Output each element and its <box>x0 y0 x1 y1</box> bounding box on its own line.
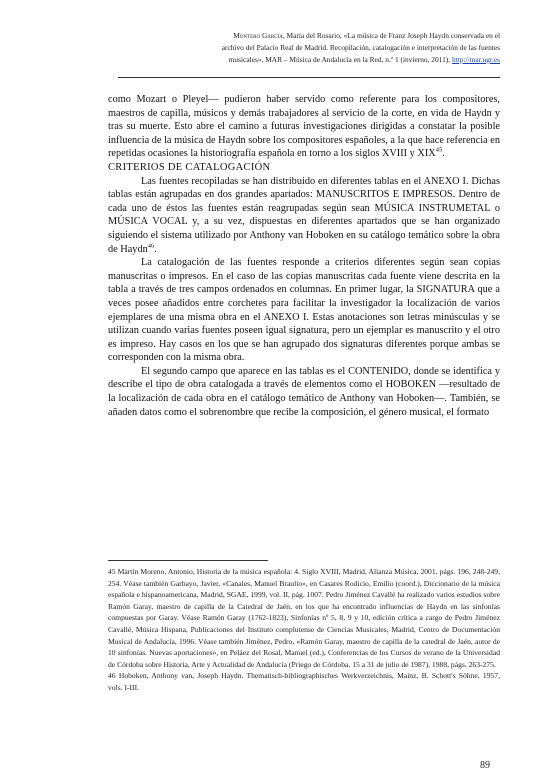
footnote-ref-46[interactable]: 46 <box>147 242 155 250</box>
header-author: Montero García <box>233 31 283 40</box>
journal-link[interactable]: http://mar.ugr.es <box>451 55 500 64</box>
footnote-ref-45[interactable]: 45 <box>435 146 443 154</box>
header-line-1 <box>105 30 500 42</box>
main-text <box>108 93 500 419</box>
header-rule <box>118 77 500 78</box>
header-line-2: archivo del Palacio Real de Madrid. Recopilación, catalogación e interpretación de las fuentes <box>221 43 500 52</box>
footnotes <box>108 566 500 694</box>
paragraph-1: como Mozart o Pleyel— pudieron haber servido como referente para los compositores, maestros de capilla, músicos y demás trabajadores al servicio de la corte, en vida de Haydn y tras su muerte. Esto abre el camino a futuras investigaciones dirigidas a constatar la posible influencia de la música de Haydn sobre los compositores españoles, a la que hace referencia en repetidas ocasiones la historiografía española en torno a los siglos XVIII y XIX$^{45}$. <box>108 94 500 160</box>
footnote-rule <box>108 560 268 561</box>
section-title: CRITERIOS DE CATALOGACIÓN <box>108 161 271 173</box>
header-line-1-text: , María del Rosario, «La música de Franz Joseph Haydn conservada en el <box>282 31 500 40</box>
footnote-46: 46 Hoboken, Anthony van, Joseph Haydn. Thematisch-bibliographisches Werkverzeichnis, Mainz, B. Schott's Söhne, 1957, vols. I-III. <box>108 671 500 692</box>
header-line-3 <box>105 54 500 66</box>
running-header <box>105 30 500 66</box>
paragraph-1-text: como Mozart o Pleyel— pudieron haber servido como referente para los compositores, maestros de capilla, músicos y demás trabajadores al servicio de la corte, en vida de Haydn y tras su muerte. Esto abre el camino a futuras investigaciones dirigidas a constatar la posible influencia de la música de Haydn sobre los compositores españoles, a la que hace referencia en repetidas ocasiones la historiografía española en torno a los siglos XVIII y XIX <box>108 94 500 160</box>
paragraph-4: El segundo campo que aparece en las tablas es el CONTENIDO, donde se identifica y describe el tipo de obra catalogada a través de elementos como el HOBOKEN —resultado de la localización de cada obra en el catálogo temático de Anthony van Hoboken—. También, se añaden datos como el sobrenombre que recibe la composición, el género musical, el formato <box>108 365 500 418</box>
header-line-3-text: musicales», MAR – Música de Andalucía en la Red, n.º 1 (invierno, 2011), <box>228 55 452 64</box>
footnote-45: 45 Martín Moreno, Antonio, Historia de la música española: 4. Siglo XVIII, Madrid, Alianza Música, 2001, págs. 196, 248-249, 254. Véase también Garbayo, Javier, «Canales, Manuel Braulio», en Casares Rodicio, Emilio (coord.), Diccionario de la música española e hispanoamericana, Madrid, SGAE, 1999, vol. II, pág. 1007. Pedro Jiménez Cavallé ha realizado varios estudios sobre Ramón Garay, maestro de capilla de la Catedral de Jaén, en los que ha encontrado influencias de Haydn en las sinfonías compuestas por Garay. Véase Ramón Garay (1762-1823), Sinfonías nº 5, 8, 9 y 10, edición crítica a cargo de Pedro Jiménez Cavallé, Música Hispana, Publicaciones del Instituto complutense de Ciencias Musicales, Madrid, Centro de Documentación Musical de Andalucía, 1996. Véase también Jiménez, Pedro, «Ramón Garay, maestro de capilla de la catedral de Jaén, autor de 10 sinfonías. Nuevas aportaciones», en Peláez del Rosal, Manuel (ed.), Conferencias de los Cursos de verano de la Universidad de Córdoba sobre Historia, Arte y Actualidad de Andalucía (Priego de Córdoba, 15 a 31 de julio de 1987), 1988, págs. 263-275. <box>108 567 500 669</box>
paragraph-3: La catalogación de las fuentes responde a criterios diferentes según sean copias manuscritas o impresos. En el caso de las copias manuscritas cada fuente viene descrita en la tabla a través de tres campos ordenados en columnas. En primer lugar, la SIGNATURA que a veces posee añadidos entre corchetes para facilitar la investigador la localización de varios ejemplares de una misma obra en el ANEXO I. Estas anotaciones son letras minúsculas y se utilizan cuando varias fuentes poseen igual signatura, pero un ejemplar es manuscrito y el otro es impreso. Hay casos en los que se han agrupado dos signaturas diferentes porque ambas se corresponden con la misma obra. <box>108 257 500 364</box>
page-number: 89 <box>480 760 490 771</box>
paragraph-2-text: Las fuentes recopiladas se han distribuido en diferentes tablas en el ANEXO I. Dichas tablas están agrupadas en dos grandes apartados: MANUSCRITOS E IMPRESOS. Dentro de cada uno de éstos las fuentes están reagrupadas según sean MÚSICA INSTRUMETAL o MÚSICA VOCAL y, a su vez, dispuestas en diferentes apartados que se han organizado siguiendo el sistema utilizado por Anthony van Hoboken en su catálogo temático sobre la obra de Haydn <box>108 175 500 255</box>
paragraph-2: Las fuentes recopiladas se han distribuido en diferentes tablas en el ANEXO I. Dichas tablas están agrupadas en dos grandes apartados: MANUSCRITOS E IMPRESOS. Dentro de cada uno de éstos las fuentes están reagrupadas según sean MÚSICA INSTRUMETAL o MÚSICA VOCAL y, a su vez, dispuestas en diferentes apartados que se han organizado siguiendo el sistema utilizado por Anthony van Hoboken en su catálogo temático sobre la obra de Haydn$^{46}$. <box>108 175 500 255</box>
